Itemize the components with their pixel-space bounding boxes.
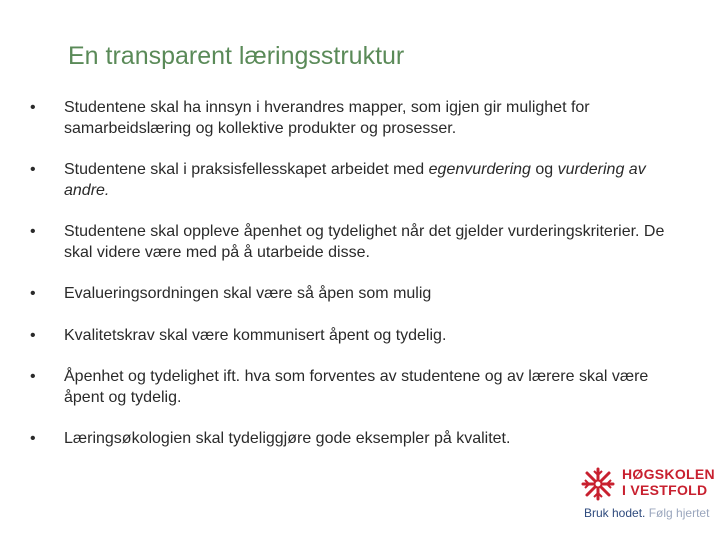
bullet-emphasis: vurdering av andre. [64, 161, 646, 199]
bullet-text: og [530, 161, 558, 178]
bullet-dot-icon: • [30, 327, 36, 344]
bullet-list [30, 97, 690, 449]
bullet-dot-icon: • [30, 223, 36, 240]
bullet-item [30, 221, 690, 263]
bullet-text: Studentene skal oppleve åpenhet og tydelighet når det gjelder vurderingskriterier. De skal videre være med på å utarbeide disse. [64, 223, 665, 261]
bullet-text: Studentene skal ha innsyn i hverandres mapper, som igjen gir mulighet for samarbeidslæring og kollektive produkter og prosesser. [64, 99, 590, 137]
bullet-text: Åpenhet og tydelighet ift. hva som forventes av studentene og av lærere skal være åpent og tydelig. [64, 368, 649, 406]
bullet-dot-icon: • [30, 430, 36, 447]
institution-name [622, 466, 715, 498]
bullet-item [30, 325, 690, 346]
bullet-text: Evalueringsordningen skal være så åpen som mulig [64, 285, 432, 302]
bullet-item [30, 283, 690, 304]
bullet-emphasis: egenvurdering [428, 161, 531, 178]
institution-name-line1: HØGSKOLEN [622, 466, 715, 482]
institution-name-line2: I VESTFOLD [622, 482, 708, 498]
bullet-dot-icon: • [30, 161, 36, 178]
bullet-item [30, 97, 690, 139]
institution-logo [580, 464, 715, 524]
slogan-part-a: Bruk hodet. [584, 506, 646, 520]
bullet-item [30, 428, 690, 449]
bullet-text: Læringsøkologien skal tydeliggjøre gode eksempler på kvalitet. [64, 430, 511, 447]
bullet-dot-icon: • [30, 99, 36, 116]
bullet-item [30, 159, 690, 201]
institution-slogan [584, 506, 709, 520]
bullet-dot-icon: • [30, 285, 36, 302]
bullet-text: Studentene skal i praksisfellesskapet arbeidet med [64, 161, 429, 178]
slide-title: En transparent læringsstruktur [68, 42, 405, 70]
bullet-item [30, 366, 690, 408]
slogan-part-b: Følg hjertet [648, 506, 710, 520]
bullet-dot-icon: • [30, 368, 36, 385]
snowflake-emblem-icon [580, 466, 616, 502]
bullet-text: Kvalitetskrav skal være kommunisert åpent og tydelig. [64, 327, 447, 344]
